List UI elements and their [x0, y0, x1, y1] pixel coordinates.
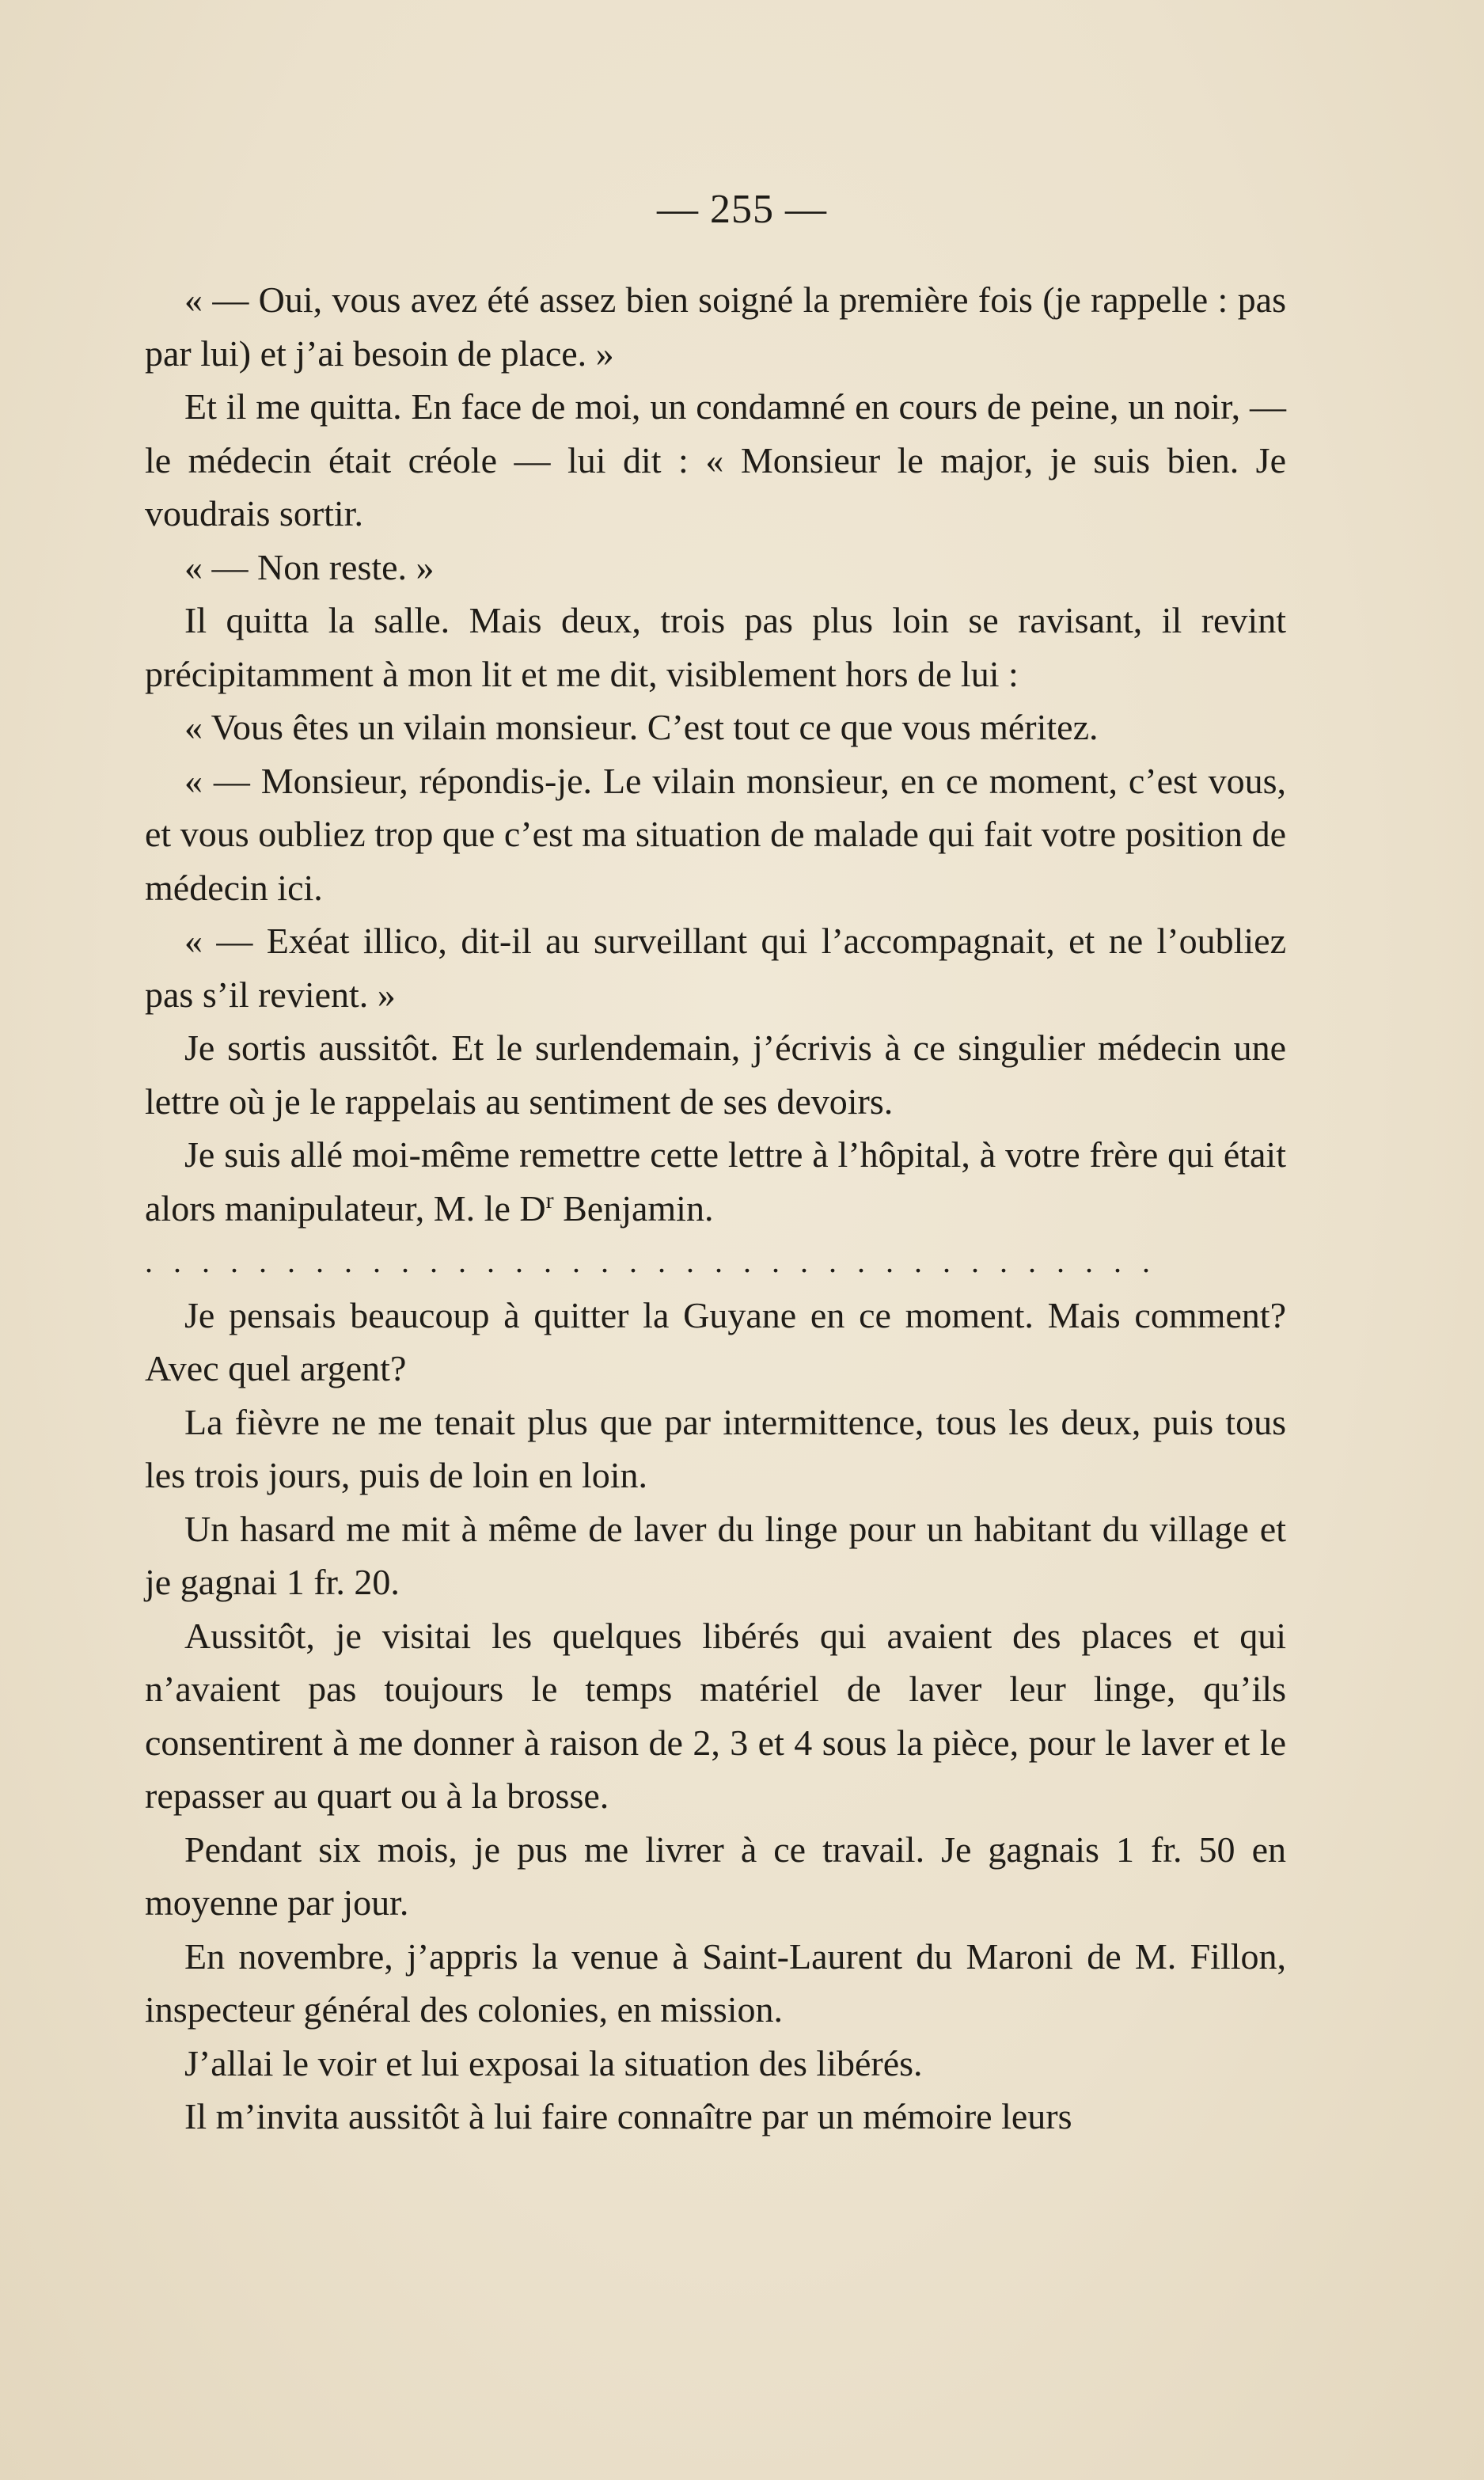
paragraph-9-text: Je suis allé moi-même remettre cette lettre à l’hôpital, à votre frère qui était alors manipulateur, M. le D — [145, 1134, 1286, 1229]
paragraph-7: « — Exéat illico, dit-il au surveillant qui l’accompagnait, et ne l’oubliez pas s’il revient. » — [145, 921, 1286, 1015]
paragraph-13: Aussitôt, je visitai les quelques libérés qui avaient des places et qui n’avaient pas toujours le temps matériel de laver leur linge, qu’ils consentirent à me donner à raison de 2, 3 et 4 sous la pièce, pour le laver et le repasser au quart ou à la brosse. — [145, 1615, 1286, 1816]
doctor-name: Benjamin. — [553, 1187, 714, 1229]
paragraph-10: Je pensais beaucoup à quitter la Guyane en ce moment. Mais comment? Avec quel argent? — [145, 1294, 1286, 1388]
paragraph-6: « — Monsieur, répondis-je. Le vilain monsieur, en ce moment, c’est vous, et vous oubliez trop que c’est ma situation de malade qui fait votre position de médecin ici. — [145, 760, 1286, 908]
paragraph-16: J’allai le voir et lui exposai la situation des libérés. — [184, 2042, 923, 2083]
paragraph-17: Il m’invita aussitôt à lui faire connaître par un mémoire leurs — [184, 2096, 1072, 2136]
doctor-abbrev-superscript: r — [545, 1187, 554, 1213]
paragraph-3: « — Non reste. » — [184, 546, 435, 587]
paragraph-14: Pendant six mois, je pus me livrer à ce travail. Je gagnais 1 fr. 50 en moyenne par jour. — [145, 1829, 1286, 1923]
paragraph-8: Je sortis aussitôt. Et le surlendemain, j’écrivis à ce singulier médecin une lettre où je le rappelais au sentiment de ses devoirs. — [145, 1027, 1286, 1122]
body-text — [145, 273, 1286, 2144]
paragraph-2: Et il me quitta. En face de moi, un condamné en cours de peine, un noir, — le médecin était créole — lui dit : « Monsieur le major, je suis bien. Je voudrais sortir. — [145, 386, 1286, 534]
paragraph-1: « — Oui, vous avez été assez bien soigné la première fois (je rappelle : pas par lui) et j’ai besoin de place. » — [145, 279, 1286, 374]
paragraph-12: Un hasard me mit à même de laver du linge pour un habitant du village et je gagnai 1 fr. 20. — [145, 1508, 1286, 1602]
paragraph-15: En novembre, j’appris la venue à Saint-Laurent du Maroni de M. Fillon, inspecteur général des colonies, en mission. — [145, 1935, 1286, 2030]
paragraph-5: « Vous êtes un vilain monsieur. C’est tout ce que vous méritez. — [184, 707, 1099, 747]
paragraph-9 — [145, 1128, 1286, 1235]
page-number: — 255 — — [657, 187, 827, 232]
paragraph-11: La fièvre ne me tenait plus que par intermittence, tous les deux, puis tous les trois jours, puis de loin en loin. — [145, 1401, 1286, 1495]
paragraph-4: Il quitta la salle. Mais deux, trois pas plus loin se ravisant, il revint précipitamment à mon lit et me dit, visiblement hors de lui : — [145, 600, 1286, 694]
section-separator: .................................... — [145, 1244, 1171, 1279]
